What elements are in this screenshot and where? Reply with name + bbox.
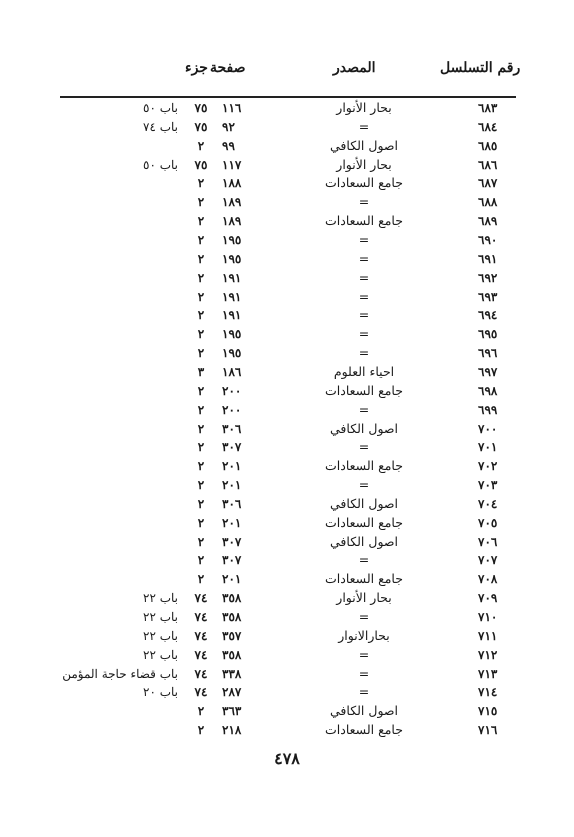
source-cell: = bbox=[358, 269, 370, 285]
page-cell: ٣٠٦ bbox=[222, 496, 242, 511]
part-cell: ٢ bbox=[197, 308, 205, 323]
serial-number-cell: ٧٠١ bbox=[478, 440, 498, 455]
source-cell: = bbox=[358, 118, 370, 134]
part-cell: ٢ bbox=[197, 572, 205, 587]
serial-number-header: رقم التسلسل bbox=[440, 60, 521, 76]
note-cell: باب ٢٢ bbox=[143, 610, 178, 624]
part-cell: ٢ bbox=[197, 270, 205, 285]
part-cell: ٧٤ bbox=[194, 685, 208, 700]
page-cell: ١٩٥ bbox=[222, 327, 242, 342]
serial-number-cell: ٦٩٧ bbox=[478, 364, 498, 379]
source-cell: بحار الأنوار bbox=[336, 100, 392, 115]
source-cell: جامع السعادات bbox=[325, 514, 403, 530]
serial-number-cell: ٦٨٤ bbox=[478, 119, 498, 134]
source-cell: اصول الكافي bbox=[330, 533, 398, 549]
page-cell: ١٩١ bbox=[222, 289, 242, 304]
serial-number-cell: ٦٨٦ bbox=[478, 157, 498, 172]
source-cell: = bbox=[358, 646, 370, 662]
part-cell: ٧٥ bbox=[194, 119, 208, 134]
part-cell: ٢ bbox=[197, 421, 205, 436]
page-cell: ١٨٩ bbox=[222, 214, 242, 229]
page-cell: ٩٩ bbox=[222, 138, 235, 153]
part-cell: ٢ bbox=[197, 704, 205, 719]
page-cell: ١٩١ bbox=[222, 270, 242, 285]
source-cell: = bbox=[358, 232, 370, 247]
note-cell: باب ٢٢ bbox=[143, 628, 178, 643]
serial-number-cell: ٦٩٢ bbox=[478, 270, 498, 285]
page-cell: ٣٠٧ bbox=[222, 553, 242, 568]
part-cell: ٢ bbox=[197, 214, 205, 229]
source-cell: اصول الكافي bbox=[330, 137, 398, 153]
page-cell: ٢٠١ bbox=[222, 572, 242, 587]
serial-number-cell: ٧١٥ bbox=[478, 704, 498, 719]
serial-number-cell: ٧٠٩ bbox=[478, 591, 498, 606]
part-cell: ٢ bbox=[197, 440, 205, 455]
part-cell: ٢ bbox=[197, 553, 205, 568]
source-cell: = bbox=[358, 609, 370, 624]
source-cell: = bbox=[358, 307, 370, 323]
part-cell: ٧٤ bbox=[194, 628, 208, 643]
part-cell: ٢ bbox=[197, 138, 205, 153]
serial-number-cell: ٧١٣ bbox=[478, 666, 498, 681]
source-cell: جامع السعادات bbox=[325, 571, 403, 587]
part-cell: ٢ bbox=[197, 233, 205, 247]
part-cell: ٢ bbox=[197, 383, 205, 398]
serial-number-cell: ٧٠٢ bbox=[478, 459, 498, 474]
part-cell: ٢ bbox=[197, 478, 205, 492]
source-cell: جامع السعادات bbox=[325, 458, 403, 474]
serial-number-cell: ٧١٦ bbox=[478, 723, 498, 738]
part-cell: ٢ bbox=[197, 346, 205, 361]
part-cell: ٢ bbox=[197, 289, 205, 304]
note-cell: باب ٢٢ bbox=[143, 591, 178, 606]
serial-number-cell: ٧٠٧ bbox=[478, 553, 498, 568]
page-cell: ٢٠١ bbox=[222, 459, 242, 474]
page-cell: ٣٠٧ bbox=[222, 534, 242, 549]
serial-number-cell: ٧٠٠ bbox=[478, 421, 498, 436]
page-cell: ٣٥٨ bbox=[222, 610, 242, 624]
source-cell: = bbox=[358, 401, 370, 417]
serial-number-cell: ٦٨٣ bbox=[478, 101, 498, 115]
serial-number-cell: ٧١١ bbox=[478, 628, 498, 643]
serial-number-cell: ٦٩٤ bbox=[478, 308, 498, 323]
page-cell: ٣٣٨ bbox=[222, 666, 242, 681]
page-cell: ٣٥٨ bbox=[222, 591, 242, 606]
note-cell: باب ٥٠ bbox=[143, 157, 178, 172]
source-cell: = bbox=[358, 250, 370, 266]
part-cell: ٢ bbox=[197, 195, 205, 210]
source-cell: جامع السعادات bbox=[325, 722, 403, 738]
part-cell: ٧٤ bbox=[194, 591, 208, 606]
page-cell: ١٩٥ bbox=[222, 233, 242, 247]
page-cell: ٣٠٦ bbox=[222, 421, 242, 436]
note-cell: باب ٥٠ bbox=[143, 101, 178, 115]
source-cell: = bbox=[358, 288, 370, 304]
page-cell: ١١٧ bbox=[222, 157, 242, 172]
page-cell: ١٨٦ bbox=[222, 364, 242, 379]
serial-number-cell: ٧٠٤ bbox=[478, 496, 498, 511]
page-cell: ١٩٥ bbox=[222, 346, 242, 361]
page-cell: ١٩١ bbox=[222, 308, 242, 323]
source-cell: اصول الكافي bbox=[330, 703, 398, 719]
part-cell: ٧٤ bbox=[194, 647, 208, 662]
page-cell: ١١٦ bbox=[222, 101, 242, 115]
source-cell: = bbox=[358, 477, 370, 492]
source-cell: = bbox=[358, 552, 370, 568]
source-cell: جامع السعادات bbox=[325, 382, 403, 398]
note-cell: باب ٢٠ bbox=[143, 685, 178, 700]
serial-number-cell: ٧٠٥ bbox=[478, 515, 498, 530]
serial-number-cell: ٦٩٨ bbox=[478, 383, 498, 398]
serial-number-cell: ٦٨٧ bbox=[478, 176, 498, 191]
page-cell: ٢٠١ bbox=[222, 515, 242, 530]
serial-number-cell: ٦٩٦ bbox=[478, 346, 498, 361]
source-cell: = bbox=[358, 439, 370, 455]
part-cell: ٧٥ bbox=[194, 101, 208, 115]
source-header: المصدر bbox=[333, 60, 376, 76]
page-cell: ٢٨٧ bbox=[222, 685, 242, 700]
page-cell: ٣٠٧ bbox=[222, 440, 242, 455]
source-cell: بحار الأنوار bbox=[336, 590, 392, 606]
page-cell: ٣٦٣ bbox=[222, 704, 242, 719]
note-cell: باب ٢٢ bbox=[143, 647, 178, 662]
source-cell: جامع السعادات bbox=[325, 175, 403, 191]
serial-number-cell: ٦٩٣ bbox=[478, 289, 498, 304]
page-header: صفحة bbox=[210, 60, 246, 76]
page-cell: ٢٠٠ bbox=[222, 402, 242, 417]
serial-number-cell: ٧١٢ bbox=[478, 647, 498, 662]
source-cell: = bbox=[358, 684, 370, 700]
page-cell: ٩٢ bbox=[222, 119, 235, 134]
page-cell: ٢٠١ bbox=[222, 478, 242, 492]
serial-number-cell: ٦٩٩ bbox=[478, 402, 498, 417]
serial-number-cell: ٦٨٨ bbox=[478, 195, 498, 210]
serial-number-cell: ٦٨٩ bbox=[478, 214, 498, 229]
source-cell: بحار الأنوار bbox=[336, 156, 392, 172]
source-cell: اصول الكافي bbox=[330, 420, 398, 436]
source-cell: بحارالانوار bbox=[338, 627, 390, 643]
serial-number-cell: ٦٩٠ bbox=[478, 233, 498, 247]
source-cell: = bbox=[358, 194, 370, 210]
page-cell: ٣٥٨ bbox=[222, 647, 242, 662]
source-cell: اصول الكافي bbox=[330, 495, 398, 511]
serial-number-cell: ٧١٤ bbox=[478, 685, 498, 700]
serial-number-cell: ٧٠٦ bbox=[478, 534, 498, 549]
page-cell: ١٩٥ bbox=[222, 251, 242, 266]
part-cell: ٧٤ bbox=[194, 666, 208, 681]
note-cell: باب قضاء حاجة المؤمن bbox=[62, 666, 178, 681]
serial-number-cell: ٧٠٨ bbox=[478, 572, 498, 587]
serial-number-cell: ٧٠٣ bbox=[478, 478, 498, 492]
source-cell: = bbox=[358, 326, 370, 342]
page-cell: ١٨٩ bbox=[222, 195, 242, 210]
source-cell: = bbox=[358, 345, 370, 361]
page-number: ٤٧٨ bbox=[274, 749, 300, 768]
part-cell: ٢ bbox=[197, 176, 205, 191]
page-cell: ٢٠٠ bbox=[222, 383, 242, 398]
source-cell: = bbox=[358, 665, 370, 681]
part-cell: ٢ bbox=[197, 459, 205, 474]
serial-number-cell: ٦٩٥ bbox=[478, 327, 498, 342]
part-cell: ٢ bbox=[197, 515, 205, 530]
serial-number-cell: ٦٩١ bbox=[478, 251, 498, 266]
part-cell: ٣ bbox=[197, 364, 205, 379]
source-cell: احياء العلوم bbox=[333, 363, 395, 379]
part-cell: ٢ bbox=[197, 723, 205, 738]
serial-number-cell: ٦٨٥ bbox=[478, 138, 498, 153]
part-cell: ٢ bbox=[197, 402, 205, 417]
serial-number-cell: ٧١٠ bbox=[478, 610, 498, 624]
part-cell: ٧٤ bbox=[194, 610, 208, 624]
part-cell: ٢ bbox=[197, 534, 205, 549]
page-cell: ٣٥٧ bbox=[222, 628, 242, 643]
page-cell: ٢١٨ bbox=[222, 723, 242, 738]
part-cell: ٧٥ bbox=[194, 157, 208, 172]
part-cell: ٢ bbox=[197, 327, 205, 342]
part-cell: ٢ bbox=[197, 496, 205, 511]
part-cell: ٢ bbox=[197, 251, 205, 266]
note-cell: باب ٧٤ bbox=[143, 119, 178, 134]
page-cell: ١٨٨ bbox=[222, 176, 242, 191]
source-cell: جامع السعادات bbox=[325, 213, 403, 229]
part-header: جزء bbox=[185, 60, 208, 76]
